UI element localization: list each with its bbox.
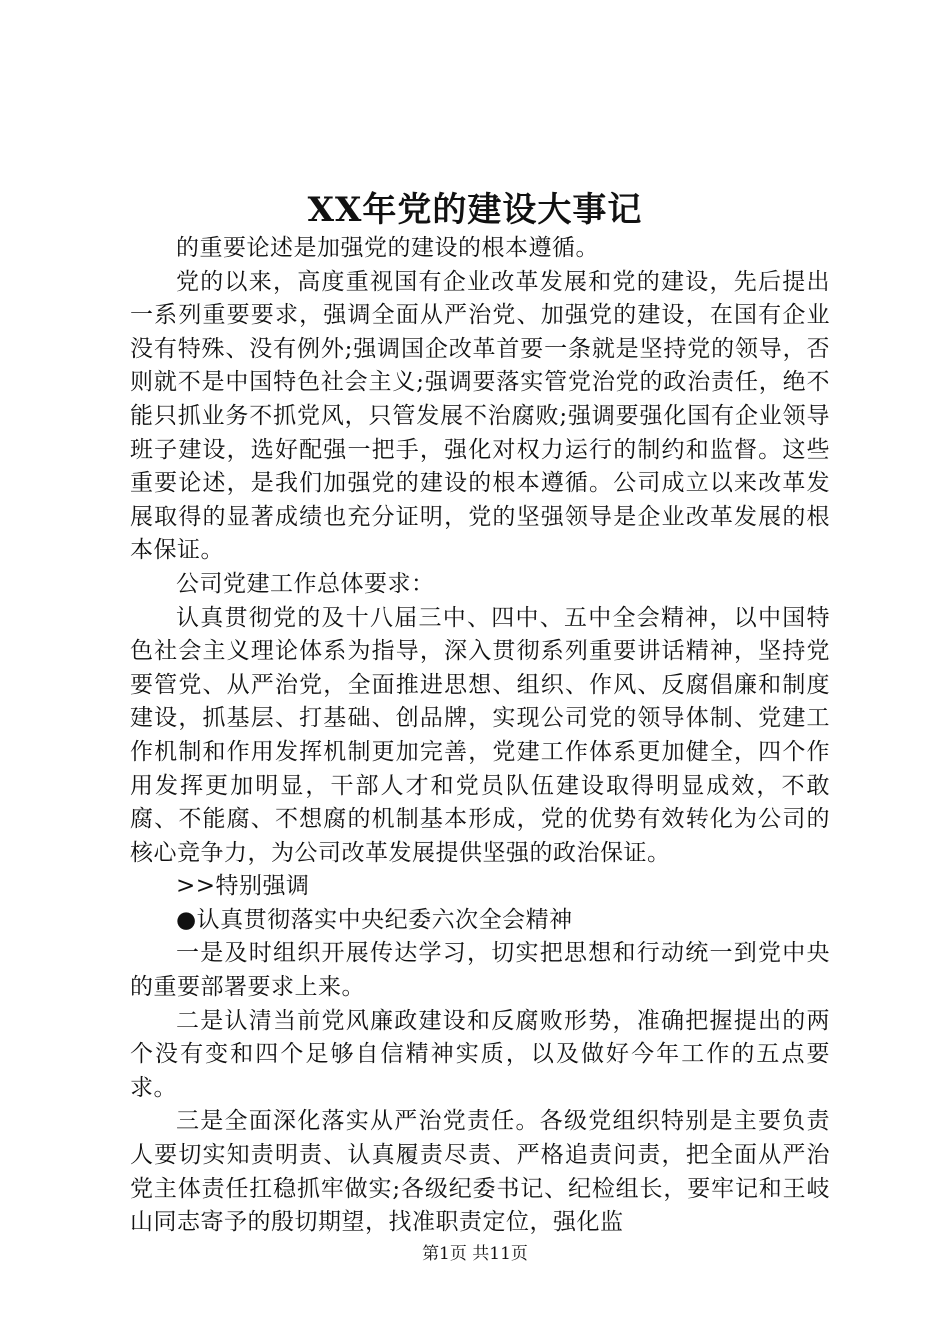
paragraph-6: ●认真贯彻落实中央纪委六次全会精神 bbox=[176, 906, 573, 933]
paragraph-4: 认真贯彻党的及十八届三中、四中、五中全会精神，以中国特色社会主义理论体系为指导，深入贯彻系列重要讲话精神，坚持党要管党、从严治党，全面推进思想、组织、作风、反腐倡廉和制度建设，抓基层、打基础、创品牌，实现公司党的领导体制、党建工作机制和作用发挥机制更加完善，党建工作体系更加健全，四个作用发挥更加明显，干部人才和党员队伍建设取得明显成效，不敢腐、不能腐、不想腐的机制基本形成，党的优势有效转化为公司的核心竞争力，为公司改革发展提供坚强的政治保证。 bbox=[130, 604, 830, 866]
paragraph-1: 的重要论述是加强党的建设的根本遵循。 bbox=[176, 235, 599, 261]
page-footer: 第1页 共11页 bbox=[422, 1244, 528, 1264]
document-body bbox=[130, 232, 830, 1240]
paragraph-5: >>特别强调 bbox=[176, 873, 310, 900]
paragraph-2: 党的以来，高度重视国有企业改革发展和党的建设，先后提出一系列重要要求，强调全面从严治党、加强党的建设，在国有企业没有特殊、没有例外;强调国企改革首要一条就是坚持党的领导，否则就不是中国特色社会主义;强调要落实管党治党的政治责任，绝不能只抓业务不抓党风，只管发展不治腐败;强调要强化国有企业领导班子建设，选好配强一把手，强化对权力运行的制约和监督。这些重要论述，是我们加强党的建设的根本遵循。公司成立以来改革发展取得的显著成绩也充分证明，党的坚强领导是企业改革发展的根本保证。 bbox=[130, 268, 830, 564]
paragraph-7: 一是及时组织开展传达学习，切实把思想和行动统一到党中央的重要部署要求上来。 bbox=[130, 940, 830, 1001]
paragraph-3: 公司党建工作总体要求： bbox=[176, 570, 435, 597]
paragraph-8: 二是认清当前党风廉政建设和反腐败形势，准确把握提出的两个没有变和四个足够自信精神实质，以及做好今年工作的五点要求。 bbox=[130, 1007, 830, 1101]
paragraph-9: 三是全面深化落实从严治党责任。各级党组织特别是主要负责人要切实知责明责、认真履责尽责、严格追责问责，把全面从严治党主体责任扛稳抓牢做实;各级纪委书记、纪检组长，要牢记和王岐山同志寄予的殷切期望，找准职责定位，强化监 bbox=[130, 1108, 830, 1236]
document-title: XX年党的建设大事记 bbox=[307, 190, 643, 230]
